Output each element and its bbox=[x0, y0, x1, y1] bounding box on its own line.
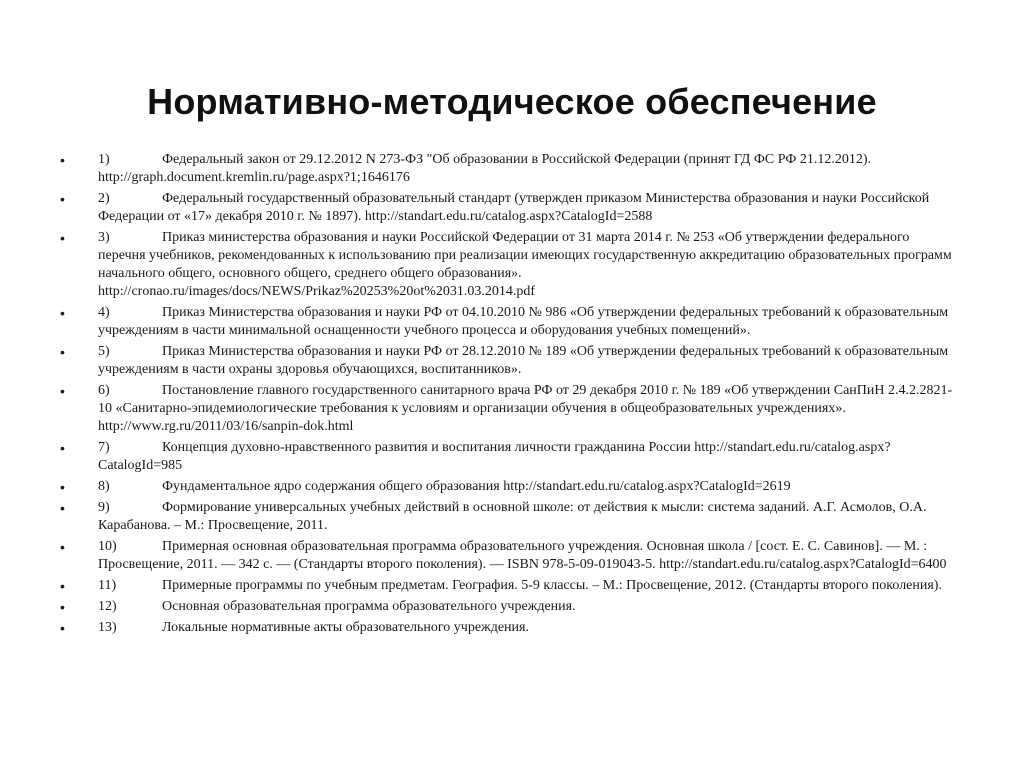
list-item-number: 9) bbox=[98, 500, 110, 515]
list-item-text bbox=[98, 619, 960, 637]
list-item-text bbox=[98, 478, 960, 496]
list-item-body: Приказ Министерства образования и науки РФ от 04.10.2010 № 986 «Об утверждении федеральных требований к образовательным учреждениям в части минимальной оснащенности учебного процесса и оборудования учебных помещений». bbox=[98, 305, 949, 338]
list-item bbox=[60, 499, 960, 535]
list-item-text bbox=[98, 151, 960, 187]
list-item-text bbox=[98, 499, 960, 535]
list-item-number: 6) bbox=[98, 383, 110, 398]
list-item-number: 2) bbox=[98, 191, 110, 206]
list-item bbox=[60, 439, 960, 475]
list-item-number: 7) bbox=[98, 440, 110, 455]
bullet-icon: • bbox=[60, 500, 65, 516]
list-item-body: Примерная основная образовательная программа образовательного учреждения. Основная школа / [сост. Е. С. Савинов]. — М. : Просвещение, 2011. — 342 с. — (Стандарты второго поколения). — ISBN 978-5-09-019043-5. http://standart.edu.ru/catalog.aspx?CatalogId=6400 bbox=[98, 539, 947, 572]
bullet-icon: • bbox=[60, 344, 65, 360]
list-item-body: Примерные программы по учебным предметам. География. 5-9 классы. – М.: Просвещение, 2012. (Стандарты второго поколения). bbox=[162, 578, 942, 593]
list-item-number: 12) bbox=[98, 599, 117, 614]
bullet-icon: • bbox=[60, 479, 65, 495]
list-item-number: 13) bbox=[98, 620, 117, 635]
list-item-text bbox=[98, 304, 960, 340]
list-item-number: 3) bbox=[98, 230, 110, 245]
list-item-body: Основная образовательная программа образовательного учреждения. bbox=[162, 599, 576, 614]
list-item-body: Приказ Министерства образования и науки РФ от 28.12.2010 № 189 «Об утверждении федеральных требований к образовательным учреждениям в части охраны здоровья обучающихся, воспитанников». bbox=[98, 344, 949, 377]
list-item-number: 4) bbox=[98, 305, 110, 320]
list-item-body: Федеральный государственный образовательный стандарт (утвержден приказом Министерства образования и науки Российской Федерации от «17» декабря 2010 г. № 1897). http://standart.edu.ru/catalog.aspx?CatalogId=2588 bbox=[98, 191, 930, 224]
list-item-body: Формирование универсальных учебных действий в основной школе: от действия к мысли: система заданий. А.Г. Асмолов, О.А. Карабанова. – М.: Просвещение, 2011. bbox=[98, 500, 927, 533]
list-item-number: 10) bbox=[98, 539, 117, 554]
list-item-number: 8) bbox=[98, 479, 110, 494]
list-item-body: Приказ министерства образования и науки Российской Федерации от 31 марта 2014 г. № 253 «Об утверждении федерального перечня учебников, рекомендованных к использованию при реализации имеющих государственную аккредитацию образовательных программ начального общего, основного общего, среднего общего образования». http://cronao.ru/images/docs/NEWS/Prikaz%20253%20ot%2031.03.2014.pdf bbox=[98, 230, 952, 299]
list-item bbox=[60, 577, 960, 595]
bullet-icon: • bbox=[60, 578, 65, 594]
bullet-icon: • bbox=[60, 599, 65, 615]
document-list bbox=[60, 151, 960, 640]
bullet-icon: • bbox=[60, 305, 65, 321]
list-item-text bbox=[98, 343, 960, 379]
list-item bbox=[60, 478, 960, 496]
list-item bbox=[60, 343, 960, 379]
list-item-text bbox=[98, 598, 960, 616]
list-item-text bbox=[98, 382, 960, 436]
bullet-icon: • bbox=[60, 620, 65, 636]
list-item bbox=[60, 619, 960, 637]
page-title: Нормативно-методическое обеспечение bbox=[147, 81, 877, 122]
list-item-text bbox=[98, 190, 960, 226]
list-item-body: Постановление главного государственного санитарного врача РФ от 29 декабря 2010 г. № 189 «Об утверждении СанПиН 2.4.2.2821-10 «Санитарно-эпидемиологические требования к условиям и организации обучения в общеобразовательных учреждениях». http://www.rg.ru/2011/03/16/sanpin-dok.html bbox=[98, 383, 953, 434]
list-item-number: 11) bbox=[98, 578, 117, 593]
list-item-number: 1) bbox=[98, 152, 110, 167]
bullet-icon: • bbox=[60, 539, 65, 555]
list-item bbox=[60, 151, 960, 187]
list-item-body: Локальные нормативные акты образовательного учреждения. bbox=[162, 620, 529, 635]
list-item-text bbox=[98, 538, 960, 574]
list-item-text bbox=[98, 439, 960, 475]
list-item-body: Фундаментальное ядро содержания общего образования http://standart.edu.ru/catalog.aspx?CatalogId=2619 bbox=[162, 479, 791, 494]
list-item bbox=[60, 538, 960, 574]
list-item-text bbox=[98, 577, 960, 595]
list-item-body: Концепция духовно-нравственного развития и воспитания личности гражданина России http://standart.edu.ru/catalog.aspx?CatalogId=985 bbox=[98, 440, 891, 473]
list-item-text bbox=[98, 229, 960, 301]
list-item-number: 5) bbox=[98, 344, 110, 359]
list-item bbox=[60, 382, 960, 436]
list-item bbox=[60, 598, 960, 616]
bullet-icon: • bbox=[60, 152, 65, 168]
list-item bbox=[60, 190, 960, 226]
list-item bbox=[60, 229, 960, 301]
list-item bbox=[60, 304, 960, 340]
list-item-body: Федеральный закон от 29.12.2012 N 273-ФЗ "Об образовании в Российской Федерации (принят ГД ФС РФ 21.12.2012). http://graph.document.kremlin.ru/page.aspx?1;1646176 bbox=[98, 152, 871, 185]
bullet-icon: • bbox=[60, 440, 65, 456]
bullet-icon: • bbox=[60, 383, 65, 399]
bullet-icon: • bbox=[60, 230, 65, 246]
bullet-icon: • bbox=[60, 191, 65, 207]
